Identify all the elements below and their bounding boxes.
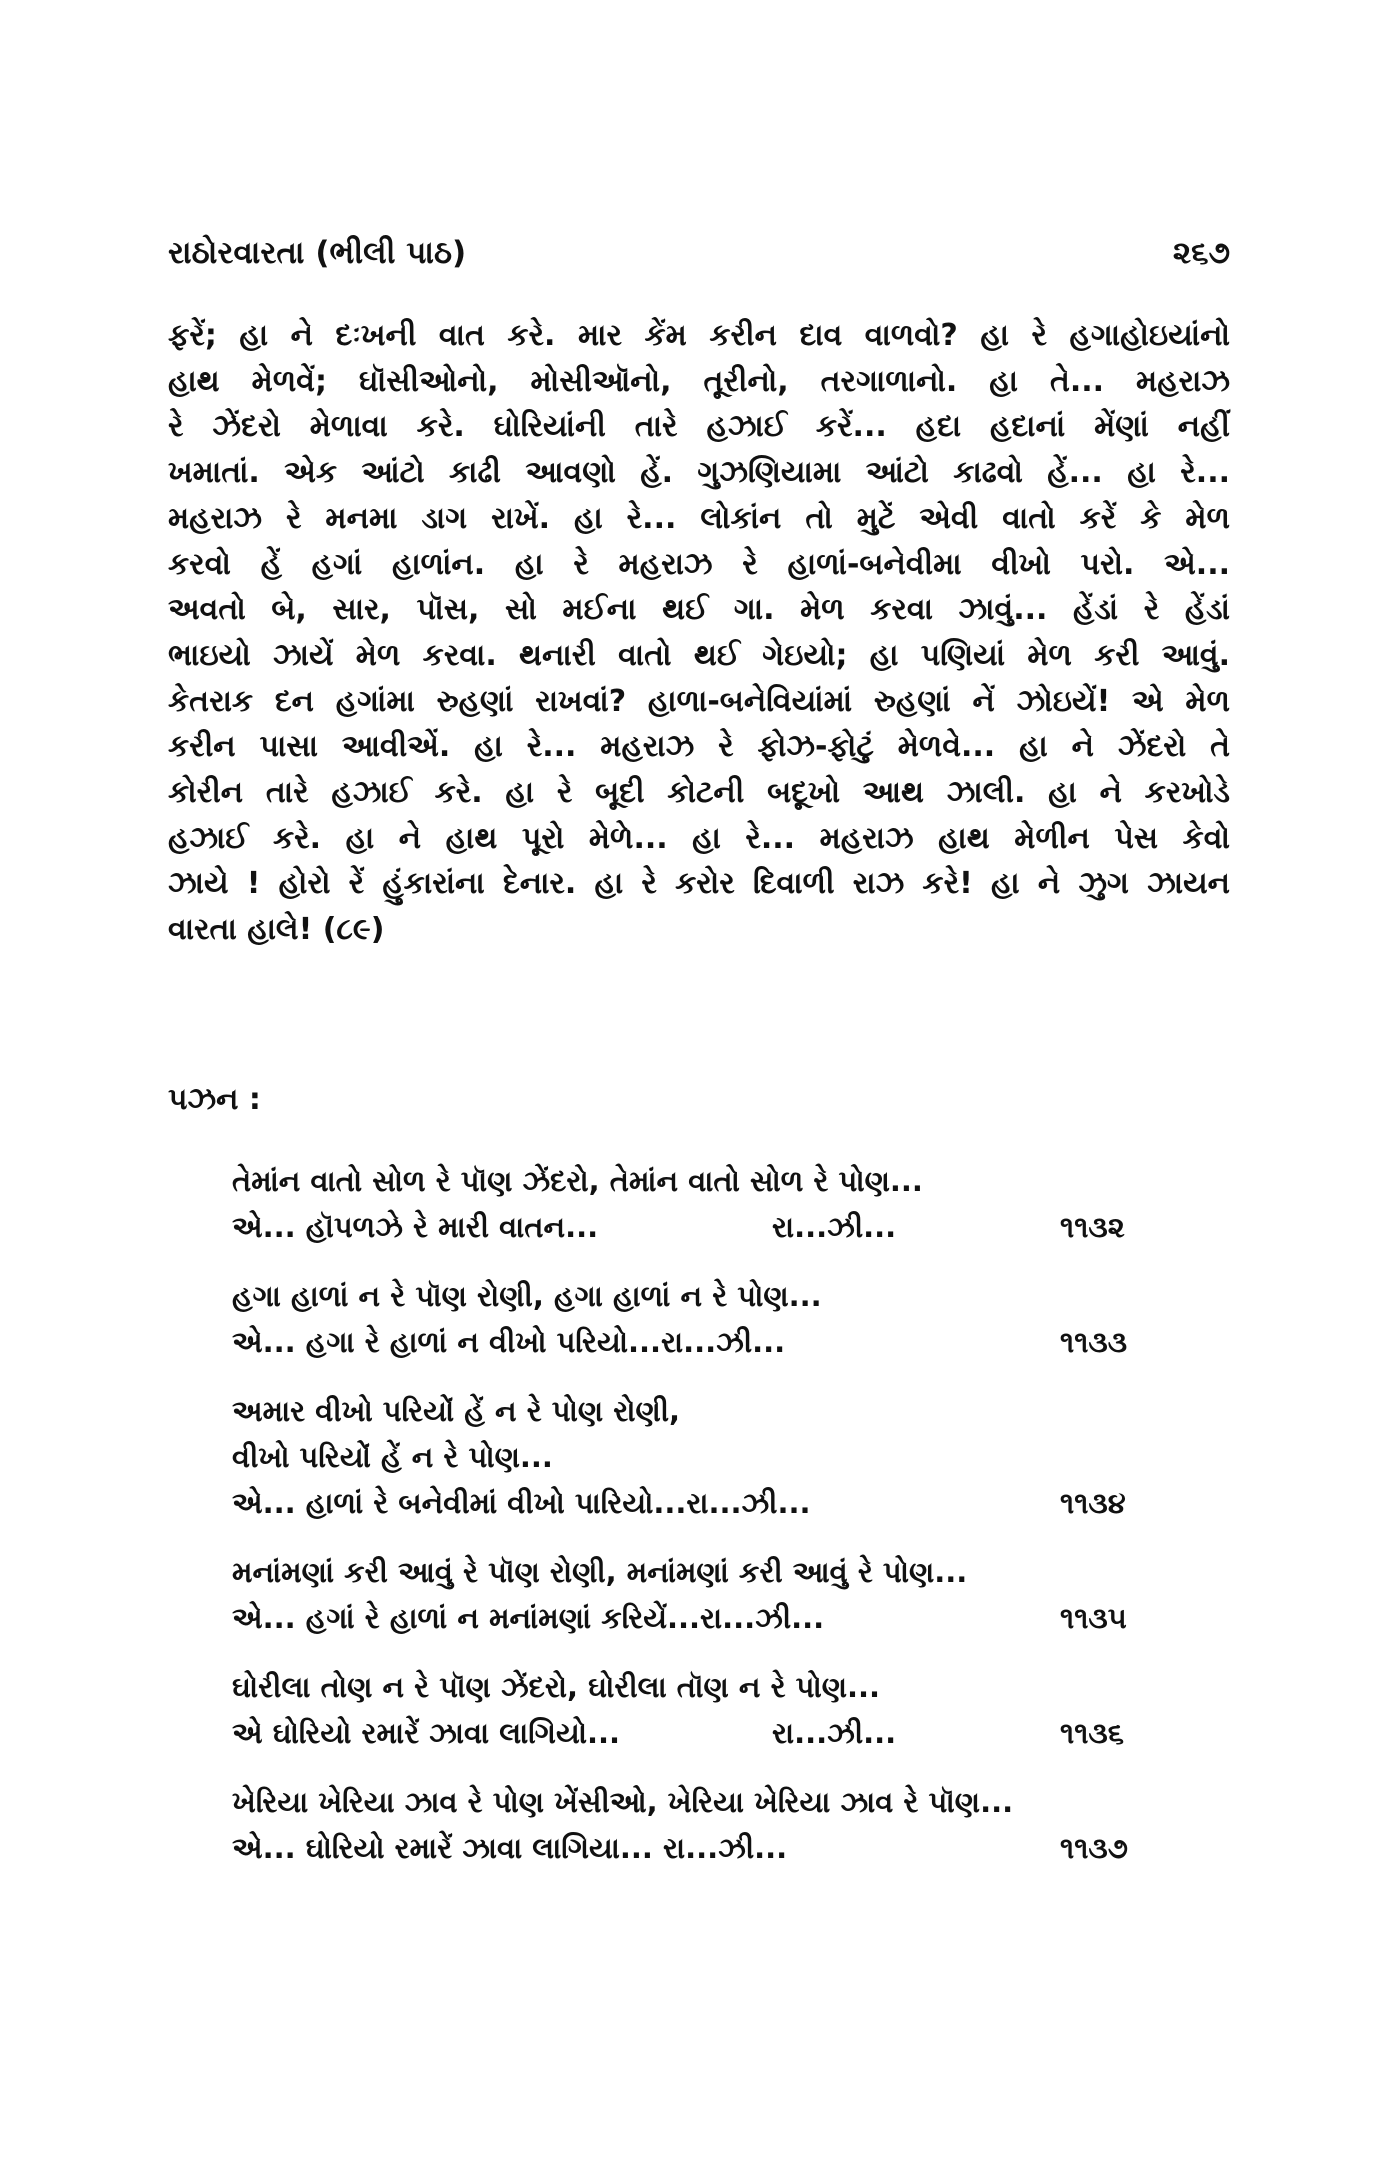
verse-stanza [232, 1388, 1232, 1526]
verse-number: ૧૧૩૫ [1060, 1601, 1127, 1635]
verse-line [232, 1595, 1232, 1641]
prose-line: કેતરાક દન હગાંમા રુહણાં રાખવાં? હાળા-બનેવિયાંમાં રુહણાં નેં ઝોઇયેં! એ મેળ [168, 683, 1230, 719]
verse-line [232, 1204, 1232, 1250]
verse-refrain: રા...ઝી... [772, 1716, 897, 1750]
verse-line [232, 1549, 1232, 1595]
verse-number: ૧૧૩૨ [1060, 1210, 1125, 1244]
prose-line: ફરેં; હા ને દઃખની વાત કરે. માર કેંમ કરીન દાવ વાળવો? હા રે હગાહોઇયાંનો [168, 318, 1230, 353]
verse-line [232, 1664, 1232, 1710]
section-label: પઝન : [168, 1082, 261, 1117]
prose-line: હાથ મેળવેં; ઘૉસીઓનો, મોસીઑનો, તૂરીનો, તરગાળાનો. હા તે... મહરાઝ [168, 363, 1230, 399]
verse-text: અમાર વીખો પરિયોં હેં ન રે પોણ રોણી, [232, 1394, 681, 1428]
verse-line [232, 1434, 1232, 1480]
verse-number: ૧૧૩૭ [1060, 1831, 1128, 1865]
verse-line [232, 1480, 1232, 1526]
verse-line [232, 1319, 1232, 1365]
prose-line: હઝાઈ કરે. હા ને હાથ પૂરો મેળે... હા રે... મહરાઝ હાથ મેળીન પેસ કેવો [168, 820, 1230, 856]
verse-text: વીખો પરિયોં હેં ન રે પોણ... [232, 1440, 553, 1474]
prose-line: ખમાતાં. એક આંટો કાઢી આવણો હેં. ગુઝણિયામા આંટો કાઢવો હેં... હા રે... [168, 455, 1230, 491]
verse-text: મનાંમણાં કરી આવું રે પૉણ રોણી, મનાંમણાં કરી આવું રે પોણ... [232, 1555, 968, 1589]
running-title: રાઠોરવારતા (ભીલી પાઠ) [168, 234, 467, 271]
prose-line: ઝાયે ! હોરો રેં હુંકારાંના દેનાર. હા રે કરોર દિવાળી રાઝ કરે! હા ને ઝુગ ઝાયન [168, 866, 1230, 902]
verse-stanza [232, 1549, 1232, 1641]
verse-stanza [232, 1273, 1232, 1365]
prose-line: મહરાઝ રે મનમા ડાગ રાખેં. હા રે... લોકાંન તો મુટેં એવી વાતો કરેં કે મેળ [168, 500, 1230, 536]
verse-stanza [232, 1664, 1232, 1756]
verse-number: ૧૧૩૩ [1060, 1325, 1128, 1359]
verse-line [232, 1158, 1232, 1204]
prose-line: કોરીન તારે હઝાઈ કરે. હા રે બૂદી કોટની બદૂખો આથ ઝાલી. હા ને કરખોડે [168, 775, 1230, 811]
verse-text: એ... હૉપળઝે રે મારી વાતન... [232, 1210, 599, 1244]
prose-line: કરીન પાસા આવીએં. હા રે... મહરાઝ રે ફોઝ-ફોટું મેળવે... હા ને ઝેંદરો તે [168, 729, 1230, 765]
prose-line: રે ઝેંદરો મેળાવા કરે. ઘોરિયાંની તારે હઝાઈ કરેં... હદા હદાનાં મેંણાં નહીં [168, 409, 1230, 445]
prose-line: અવતો બે, સાર, પૉસ, સો મઈના થઈ ગા. મેળ કરવા ઝાવું... હેંડાં રે હેંડાં [168, 592, 1230, 628]
verse-line [232, 1273, 1232, 1319]
verse-text: ઘોરીલા તોણ ન રે પૉણ ઝેંદરો, ઘોરીલા તૉણ ન રે પોણ... [232, 1670, 881, 1704]
running-header [168, 228, 1230, 278]
verse-line [232, 1388, 1232, 1434]
verse-line [232, 1825, 1232, 1871]
verse-text: એ... હગાં રે હાળાં ન મનાંમણાં કરિયેં...રા...ઝી... [232, 1601, 825, 1635]
verse-text: ખેરિયા ખેરિયા ઝાવ રે પોણ ખેંસીઓ, ખેરિયા ખેરિયા ઝાવ રે પૉણ... [232, 1785, 1014, 1819]
verse-text: તેમાંન વાતો સોળ રે પૉણ ઝેંદરો, તેમાંન વાતો સોળ રે પોણ... [232, 1164, 923, 1198]
prose-line: વારતા હાલે! (૮૯) [168, 912, 385, 948]
verse-refrain: રા...ઝી... [772, 1210, 897, 1244]
verse-block [232, 1158, 1232, 1894]
verse-line [232, 1779, 1232, 1825]
verse-text: હગા હાળાં ન રે પૉણ રોણી, હગા હાળાં ન રે પોણ... [232, 1279, 822, 1313]
verse-text: એ... ઘોરિયો રમારેં ઝાવા લાગિયા... રા...ઝી... [232, 1831, 788, 1865]
verse-number: ૧૧૩૪ [1060, 1486, 1126, 1520]
verse-text: એ... હાળાં રે બનેવીમાં વીખો પારિયો...રા...ઝી... [232, 1486, 811, 1520]
page-number: ૨૬૭ [1172, 234, 1230, 271]
prose-line: કરવો હેં હગાં હાળાંન. હા રે મહરાઝ રે હાળાં-બનેવીમા વીખો પરો. એ... [168, 546, 1230, 582]
verse-number: ૧૧૩૬ [1060, 1716, 1124, 1750]
prose-line: ભાઇયો ઝાયેં મેળ કરવા. થનારી વાતો થઈ ગેઇયો; હા પણિયાં મેળ કરી આવું. [168, 637, 1230, 673]
verse-text: એ... હગા રે હાળાં ન વીખો પરિયો...રા...ઝી... [232, 1325, 786, 1359]
verse-line [232, 1710, 1232, 1756]
verse-stanza [232, 1779, 1232, 1871]
verse-stanza [232, 1158, 1232, 1250]
prose-paragraph [168, 313, 1230, 953]
verse-text: એ ઘોરિયો રમારેં ઝાવા લાગિયો... [232, 1716, 621, 1750]
